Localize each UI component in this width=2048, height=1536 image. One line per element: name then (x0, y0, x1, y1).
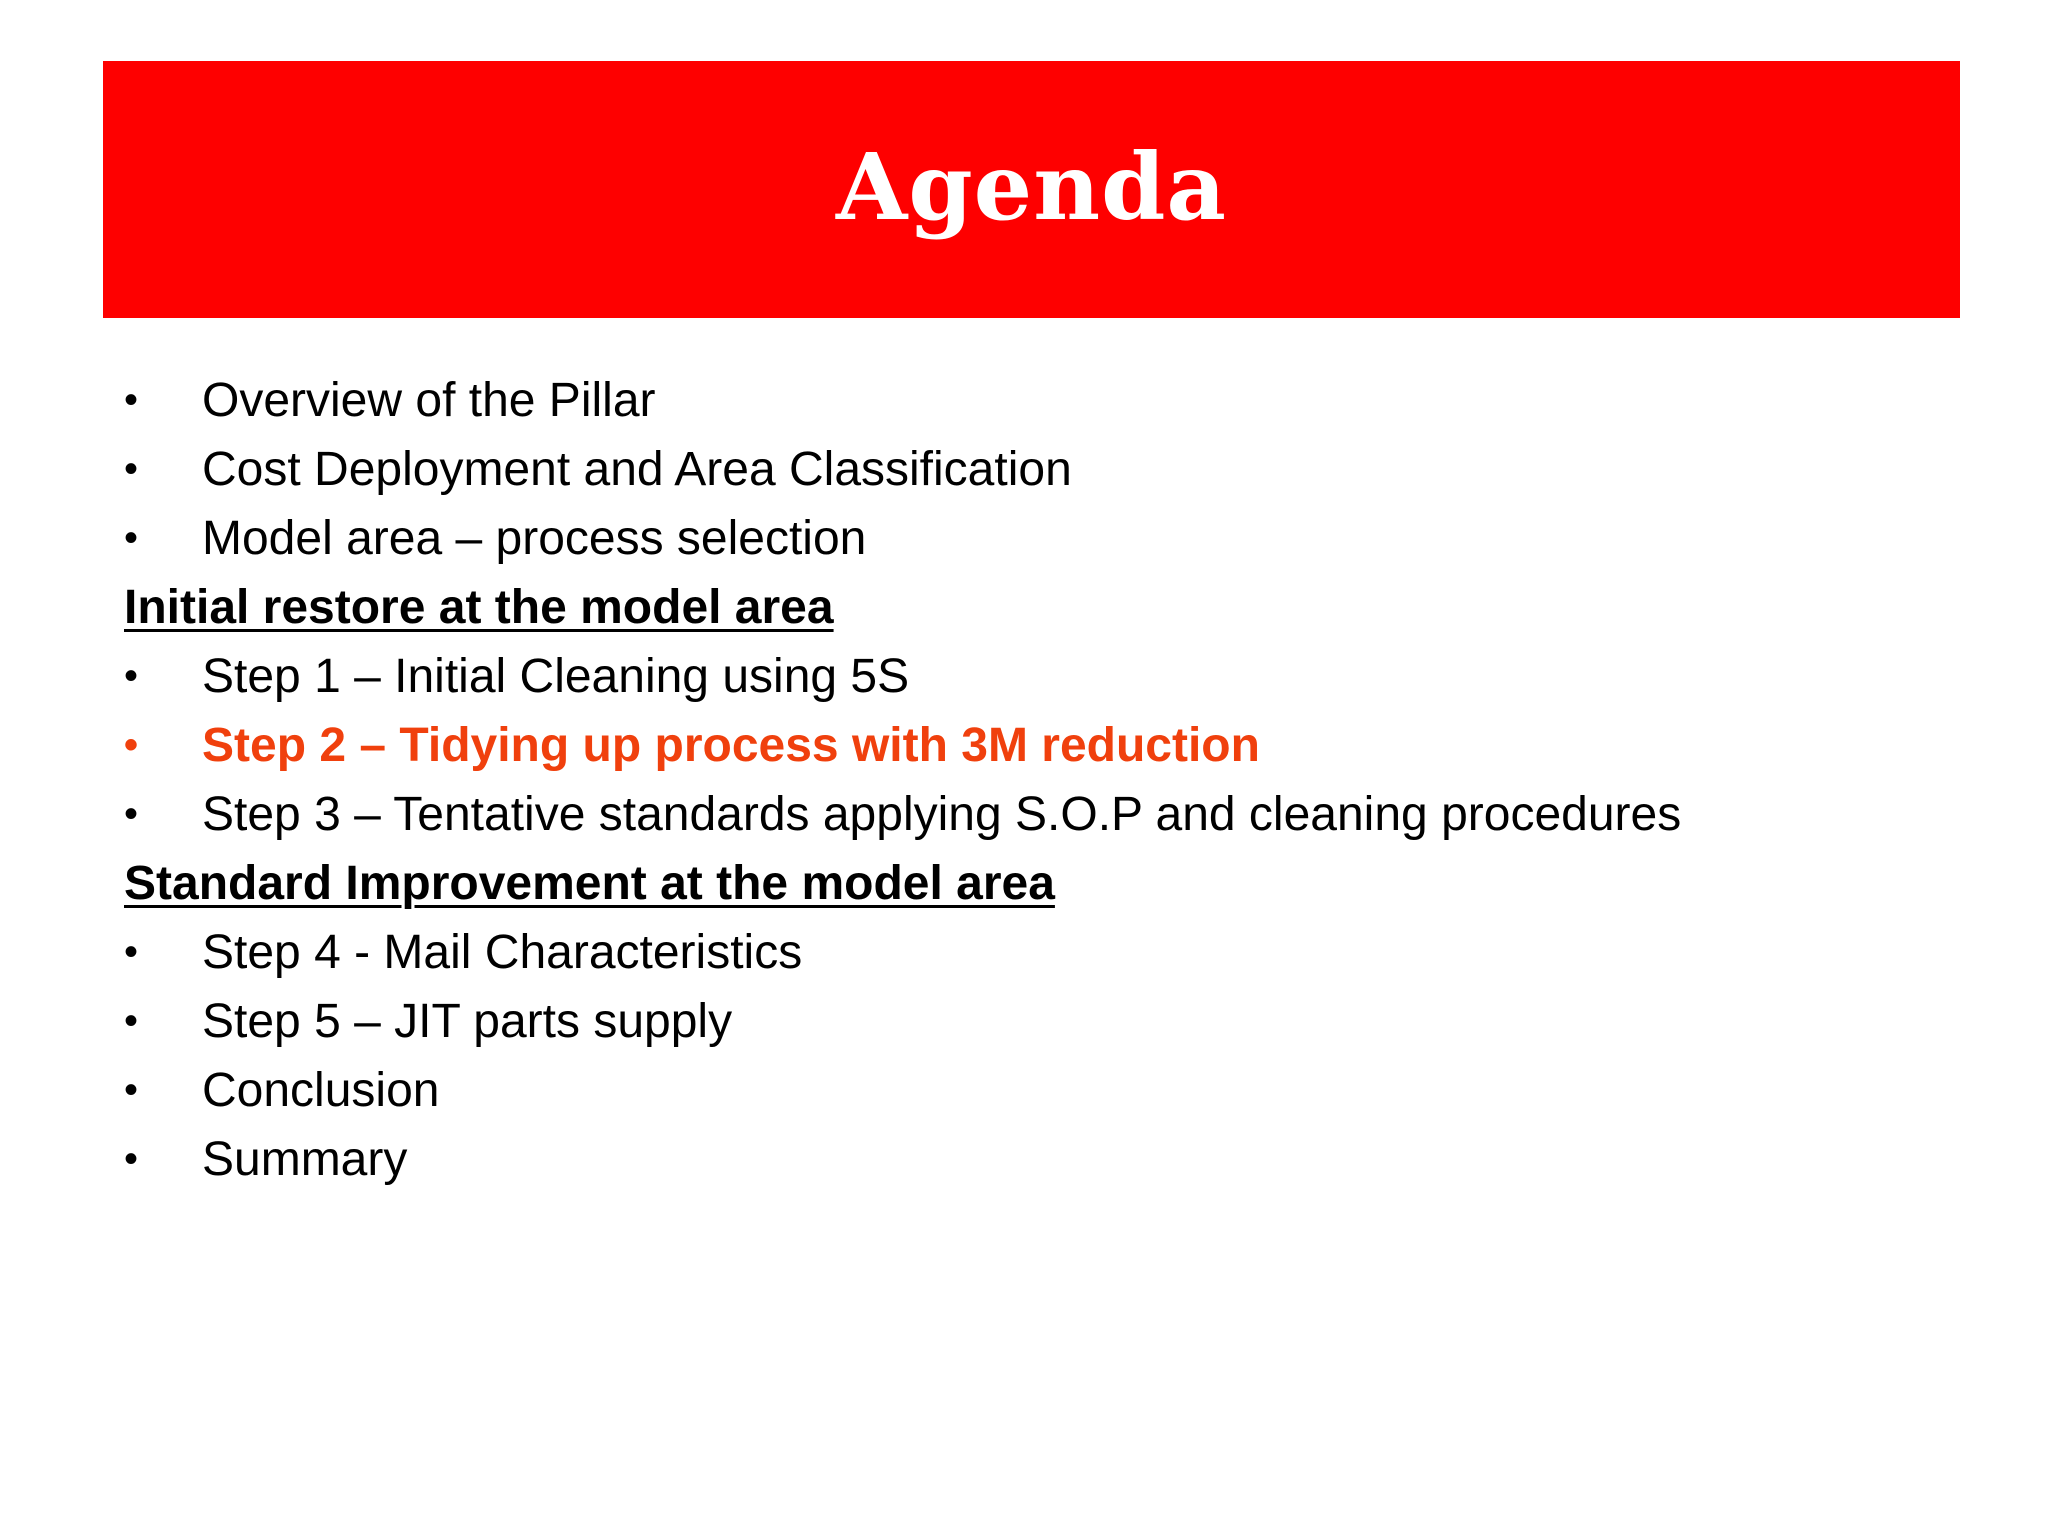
bullet-icon: • (124, 447, 139, 491)
agenda-item-text: Summary (202, 1133, 408, 1186)
title-banner (103, 61, 1960, 318)
agenda-item-text: Step 5 – JIT parts supply (202, 995, 733, 1048)
bullet-icon: • (124, 723, 139, 767)
agenda-item-text: Step 3 – Tentative standards applying S.O.P and cleaning procedures (202, 788, 1682, 841)
agenda-item (124, 642, 2004, 711)
agenda-list (124, 366, 2004, 1194)
agenda-item (124, 987, 2004, 1056)
agenda-item (124, 1056, 2004, 1125)
agenda-item (124, 504, 2004, 573)
bullet-icon: • (124, 1068, 139, 1112)
bullet-icon: • (124, 516, 139, 560)
agenda-item (124, 435, 2004, 504)
bullet-icon: • (124, 792, 139, 836)
section-heading (124, 849, 2004, 918)
section-heading (124, 573, 2004, 642)
agenda-item-text: Step 4 - Mail Characteristics (202, 926, 803, 979)
agenda-item (124, 366, 2004, 435)
bullet-icon: • (124, 999, 139, 1043)
agenda-item-text: Step 1 – Initial Cleaning using 5S (202, 650, 910, 703)
bullet-icon: • (124, 378, 139, 422)
agenda-item-current (124, 711, 2004, 780)
agenda-item-text: Step 2 – Tidying up process with 3M reduction (202, 719, 1260, 772)
agenda-item-text: Conclusion (202, 1064, 440, 1117)
agenda-item (124, 918, 2004, 987)
bullet-icon: • (124, 1137, 139, 1181)
section-heading-text: Standard Improvement at the model area (124, 857, 1055, 910)
agenda-item-text: Overview of the Pillar (202, 374, 656, 427)
slide-title: Agenda (835, 132, 1228, 241)
section-heading-text: Initial restore at the model area (124, 581, 834, 634)
bullet-icon: • (124, 654, 139, 698)
agenda-item (124, 780, 2004, 849)
bullet-icon: • (124, 930, 139, 974)
agenda-item-text: Cost Deployment and Area Classification (202, 443, 1072, 496)
agenda-item-text: Model area – process selection (202, 512, 867, 565)
agenda-item (124, 1125, 2004, 1194)
